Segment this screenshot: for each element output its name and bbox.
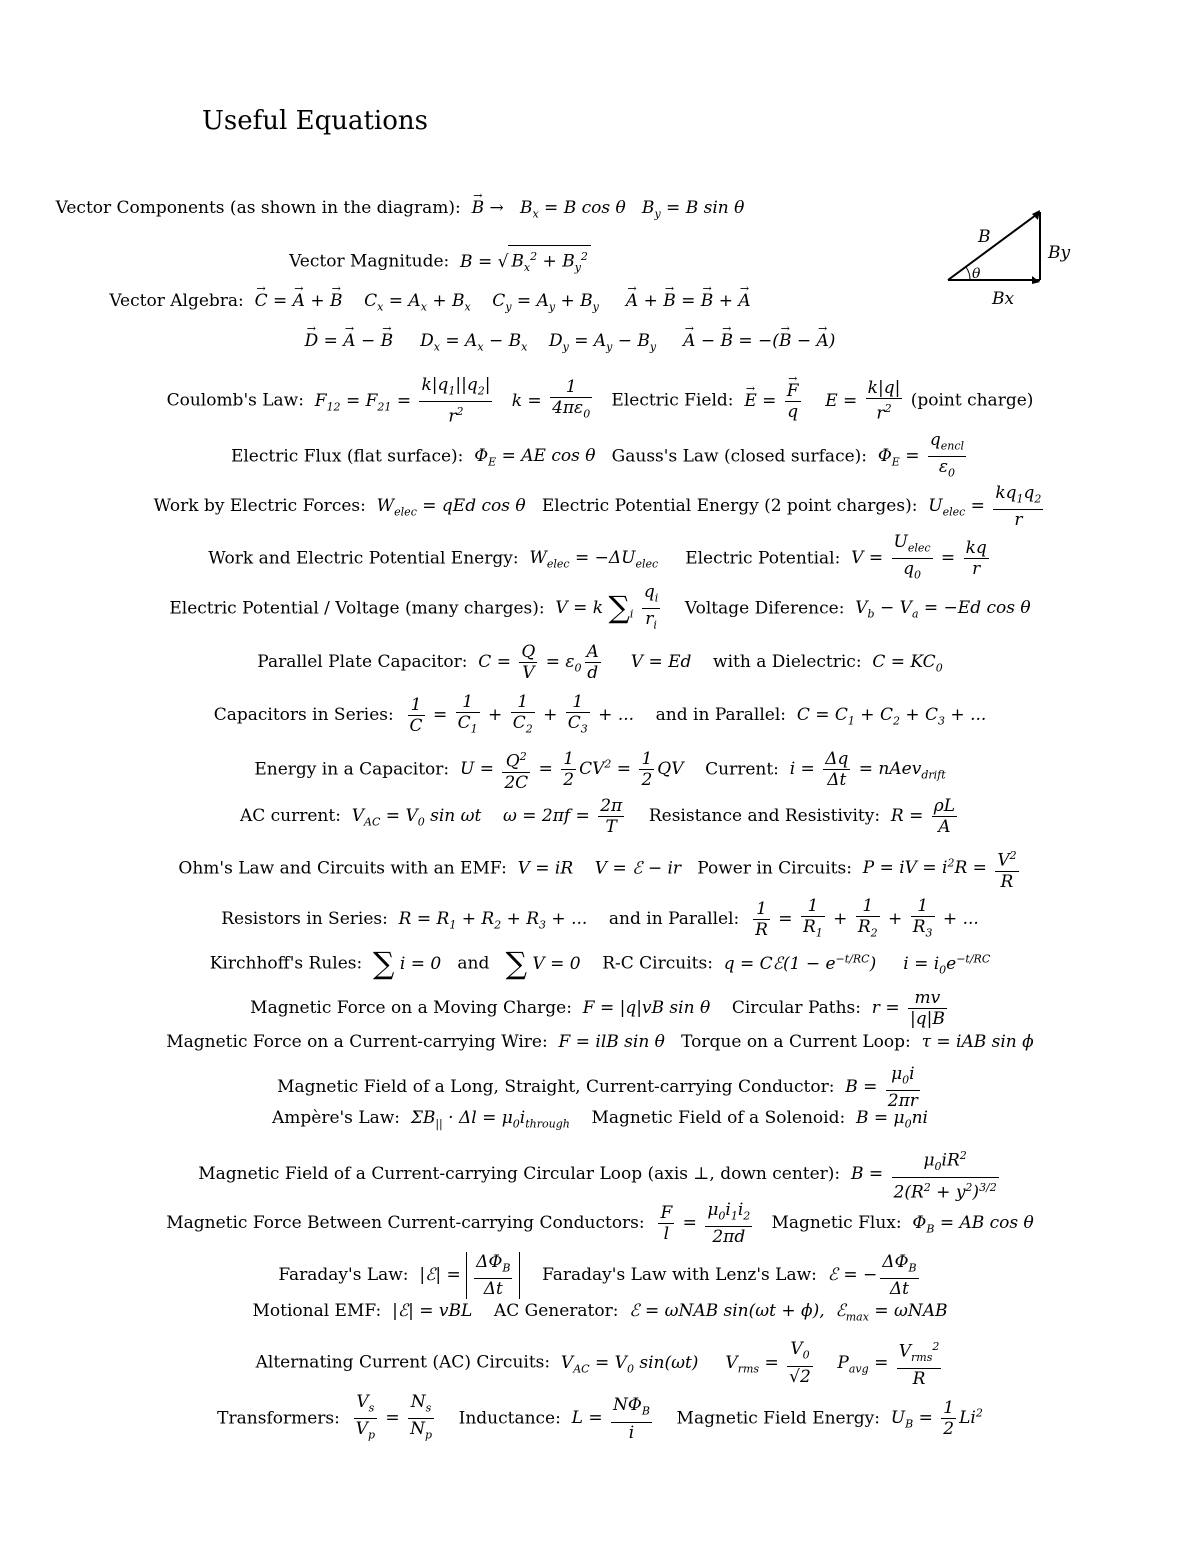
eq-vector-components: Vector Components (as shown in the diagram): B → → $B_x = B$ cos θ $B_y = B$ sin θ <box>0 197 1000 225</box>
eq-faraday: Faraday's Law: |ℰ| = $\frac{\Delta\Phi_B}{\Delta t}$ Faraday's Law with Lenz's Law: ℰ = − $\frac{\Delta\Phi_B}{\Delta t}$ <box>278 1252 917 1300</box>
eq-ac-circuits: Alternating Current (AC) Circuits: $V_{AC} = V_0$ sin(ωt) $V_{rms}$ = $\frac{V_0}{√2}$ $P_{avg}$ = $\frac{V_{rms}^2}{R}$ <box>0 1337 1200 1389</box>
diagram-label-bx: Bx <box>992 289 1015 309</box>
eq-field-long-straight: Magnetic Field of a Long, Straight, Current-carrying Conductor: B = $\frac{\mu_0i}{2\pi r}$ <box>277 1064 918 1112</box>
eq-kirchhoff: Kirchhoff's Rules: ∑ i = 0 and ∑ V = 0 R-C Circuits: q = Cℰ(1 − $e^{-t/RC}$) $i = i_0e^{-t/RC}$ <box>209 946 991 982</box>
eq-capacitors-series: Capacitors in Series: $\frac{1}{C}$ = $\frac{1}{C_1}$ + $\frac{1}{C_2}$ + $\frac{1}{C_3}$ + ... and in Parallel: $C = C_1 + C_2 + C_3$ + ... <box>213 692 987 737</box>
diagram-label-by: By <box>1048 243 1071 263</box>
eq-ampere: Ampère's Law: $\Sigma B_{||} \cdot \Delta l = \mu_0i_{through}$ Magnetic Field of a Solenoid: $B = \mu_0ni$ <box>271 1108 928 1131</box>
eq-force-between-conductors: Magnetic Force Between Current-carrying Conductors: $\frac{F}{l}$ = $\frac{\mu_0i_1i_2}{2\pi d}$ Magnetic Flux: $\Phi_B$ = AB cos θ <box>166 1200 1034 1248</box>
eq-work-potential: Work and Electric Potential Energy: $W_{elec} = -\Delta U_{elec}$ Electric Potential: V = $\frac{U_{elec}}{q_0}$ = $\frac{kq}{r}$ <box>208 532 987 582</box>
eq-potential-many: Electric Potential / Voltage (many charges): V = k $\sum_i$ $\frac{q_i}{r_i}$ Voltage Diference: $V_b - V_a = -Ed$ cos θ <box>169 582 1031 632</box>
eq-energy-capacitor: Energy in a Capacitor: U = $\frac{Q^2}{2C}$ = $\frac{1}{2}$ $CV^2$ = $\frac{1}{2}$ QV Current: i = $\frac{\Delta q}{\Delta t}$ = nAev$_{drift}$ <box>0 747 1200 793</box>
eq-electric-flux: Electric Flux (flat surface): $\Phi_E$ = AE cos θ Gauss's Law (closed surface): $\Phi_E$ = $\frac{q_{encl}}{\varepsilon_0}$ <box>230 430 965 480</box>
eq-magnetic-force-wire: Magnetic Force on a Current-carrying Wire: F = ilB sin θ Torque on a Current Loop: τ = iAB sin ϕ <box>166 1032 1034 1052</box>
eq-transformers: Transformers: $\frac{V_s}{V_p}$ = $\frac{N_s}{N_p}$ Inductance: L = $\frac{N\Phi_B}{i}$ Magnetic Field Energy: $U_B$ = $\frac{1}{2}$ Li$^2$ <box>217 1392 983 1443</box>
eq-vector-magnitude: Vector Magnitude: B = √ $B_x^2 + B_y^2$ <box>0 245 1040 279</box>
eq-coulomb: Coulomb's Law: $F_{12} = F_{21}$ = $\frac{k|q_1||q_2|}{r^2}$ k = $\frac{1}{4\pi\varepsilon_0}$ Electric Field: E → = $\frac{F \to}{q}$ E = $\frac{k|q|}{r^2}$ (point charge) <box>0 375 1200 427</box>
eq-work-electric: Work by Electric Forces: $W_{elec}$ = qEd cos θ Electric Potential Energy (2 point charges): $U_{elec}$ = $\frac{kq_1q_2}{r}$ <box>153 483 1042 531</box>
eq-vector-algebra: Vector Algebra: C → = A → + B → $C_x = A_x + B_x$ $C_y = A_y + B_y$ A → + B → = B → + A → <box>0 290 1030 318</box>
diagram-label-b: B <box>978 227 991 247</box>
page-title: Useful Equations <box>202 106 428 136</box>
eq-resistors-series: Resistors in Series: $R = R_1 + R_2 + R_3$ + ... and in Parallel: $\frac{1}{R}$ = $\frac{1}{R_1}$ + $\frac{1}{R_2}$ + $\frac{1}{R_3}$ + ... <box>221 896 979 941</box>
eq-motional-emf: Motional EMF: |ℰ| = vBL AC Generator: ℰ = ωNAB sin(ωt + ϕ), ℰ$_{max}$ = ωNAB <box>252 1301 948 1324</box>
eq-magnetic-force-charge: Magnetic Force on a Moving Charge: F = |q|vB sin θ Circular Paths: r = $\frac{mv}{|q|B}$ <box>250 988 945 1029</box>
eq-parallel-plate: Parallel Plate Capacitor: C = $\frac{Q}{V}$ = $\varepsilon_0$ $\frac{A}{d}$ V = Ed with a Dielectric: $C = KC_0$ <box>257 642 943 683</box>
eq-field-circular-loop: Magnetic Field of a Current-carrying Circular Loop (axis ⊥, down center): B = $\frac{\mu_0iR^2}{2(R^2 + y^2)^{3/2}}$ <box>0 1146 1200 1203</box>
diagram-label-theta: θ <box>972 266 981 282</box>
eq-ohms-law: Ohm's Law and Circuits with an EMF: V = iR V = ℰ − ir Power in Circuits: P = iV = $i^2R$ = $\frac{V^2}{R}$ <box>0 846 1200 892</box>
eq-vector-subtraction: D → = A → − B → $D_x = A_x - B_x$ $D_y = A_y - B_y$ A → − B → = −(B → − A →) <box>0 330 1170 358</box>
eq-ac-current: AC current: $V_{AC} = V_0$ sin ωt ω = 2πf = $\frac{2\pi}{T}$ Resistance and Resistivity: R = $\frac{\rho L}{A}$ <box>239 796 956 837</box>
